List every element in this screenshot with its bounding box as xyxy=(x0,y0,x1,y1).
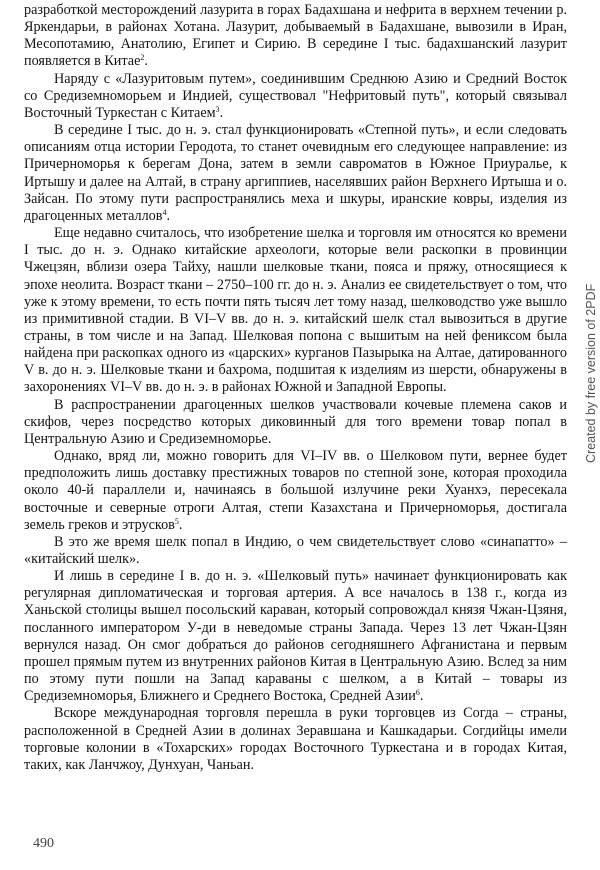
paragraph-silk-road-start: И лишь в середине I в. до н. э. «Шелковый путь» начинает функционировать как регулярная дипломатическая и торговая артерия. А все началось в 138 г., когда из Ханьской столицы вышел посольский караван, который сопровождал князя Чжан-Цзяня, посланного императором У-ди в неведомые страны Запада. Через 13 лет Чжан-Цзян вернулся назад. Он смог добраться до районов сегодняшнего Афганистана и первым прошел прямым путем из внутренних районов Китая в Центральную Азию. Вслед за ним по этому пути пошли на Запад караваны с шелком, а в Китай – товары из Средиземноморья, Ближнего и Среднего Востока, Средней Азии$^6$. xyxy=(24,568,567,705)
paragraph-steppe-road: В середине I тыс. до н. э. стал функционировать «Степной путь», и если следовать описаниям отца истории Геродота, то станет очевидным его следующее направление: из Причерноморья к берегам Дона, затем в земли савроматов в Южное Приуралье, к Иртышу и далее на Алтай, в страну аргиппиев, населявших район Верхнего Иртыша и о. Зайсан. По этому пути распространялись меха и шкуры, иранские ковры, изделия из драгоценных металлов$^4$. xyxy=(24,122,567,224)
watermark xyxy=(580,128,600,468)
footnote-ref: 3 xyxy=(215,104,220,114)
paragraph-sogd: Вскоре международная торговля перешла в руки торговцев из Согда – страны, расположенной в Средней Азии в долинах Зеравшана и Кашкадарьи. Согдийцы имели торговые колонии в «Тохарских» городах Восточного Туркестана и в городах Китая, таких, как Ланчжоу, Дунхуан, Чаньан. xyxy=(24,705,567,773)
paragraph-silk-origin: Еще недавно считалось, что изобретение шелка и торговля им относятся ко времени I тыс. до н. э. Однако китайские археологи, которые вели раскопки в провинции Чжецзян, вблизи озера Тайху, нашли шелковые ткани, пояса и пряжу, относящиеся к эпохе неолита. Возраст ткани – 2750–100 гг. до н. э. Анализ ее свидетельствует о том, что уже к этому времени, то есть почти пять тысяч лет тому назад, шелководство уже вышло из примитивной стадии. В VI–V вв. до н. э. китайский шелк стал вывозиться в другие страны, в том числе и на Запад. Шелковая попона с вышитым на ней фениксом была найдена при раскопках одного из «царских» курганов Пазырыка на Алтае, датированного V в. до н. э. Шелковые ткани и бахрома, подшитая к изделиям из шерсти, обнаружены в захоронениях VI–V вв. до н. э. в районах Южной и Западной Европы. xyxy=(24,225,567,396)
page-number: 490 xyxy=(33,836,54,851)
paragraph-india: В это же время шелк попал в Индию, о чем свидетельствует слово «синапатто» – «китайский шелк». xyxy=(24,533,567,567)
watermark-text: Created by free version of 2PDF xyxy=(584,283,598,463)
paragraph-saks-scythians: В распространении драгоценных шелков участвовали кочевые племена саков и скифов, через посредство которых диковинный для того времени товар попал в Центральную Азию и Средиземноморье. xyxy=(24,396,567,447)
footnote-ref: 5 xyxy=(174,516,179,526)
footnote-ref: 6 xyxy=(415,688,420,698)
footnote-ref: 4 xyxy=(162,207,167,217)
paragraph-steppe-zone: Однако, вряд ли, можно говорить для VI–IV вв. о Шелковом пути, вернее будет предположить лишь доставку престижных товаров по степной зоне, которая проходила около 40-й параллели и, начинаясь в большой излучине реки Хуанхэ, пересекала восточные и северные отроги Алтая, степи Казахстана и Причерноморья, достигала земель греков и этрусков$^5$. xyxy=(24,448,567,533)
paragraph-jade-road: Наряду с «Лазуритовым путем», соединившим Среднюю Азию и Средний Восток со Средиземноморьем и Индией, существовал "Нефритовый путь", который связывал Восточный Туркестан с Китаем$^3$. xyxy=(24,70,567,121)
footnote-ref: 2 xyxy=(140,53,145,63)
paragraph-lazurite: разработкой месторождений лазурита в горах Бадахшана и нефрита в верхнем течении р. Яркендарьи, в районах Хотана. Лазурит, добываемый в Бадахшане, вывозили в Иран, Месопотамию, Анатолию, Египет и Сирию. В середине I тыс. бадахшанский лазурит появляется в Китае$^2$. xyxy=(24,2,567,70)
body-text xyxy=(24,2,567,774)
